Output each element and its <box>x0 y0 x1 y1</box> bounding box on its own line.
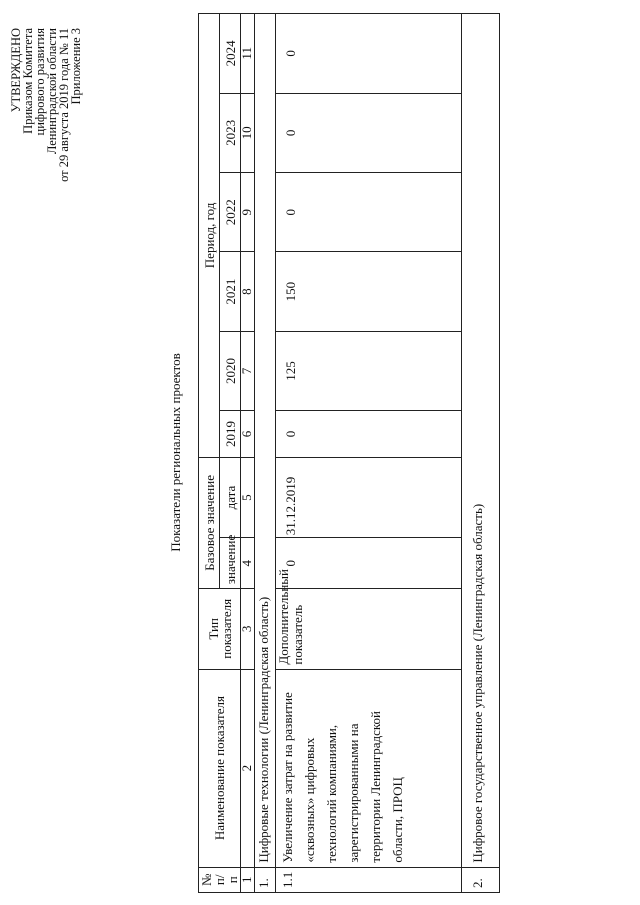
column-number: 11 <box>241 14 255 94</box>
indicators-table <box>198 13 500 893</box>
header-year: 2019 <box>220 411 241 458</box>
section-row <box>462 14 500 893</box>
header-period: Период, год <box>199 14 220 458</box>
row-value-2024: 0 <box>276 14 462 94</box>
header-year: 2024 <box>220 14 241 94</box>
section-title: Цифровое государственное управление (Ленинградская область) <box>462 14 500 868</box>
section-num: 1. <box>255 867 276 892</box>
row-base-date: 31.12.2019 <box>276 457 462 537</box>
table-row <box>276 14 462 893</box>
column-number: 6 <box>241 411 255 458</box>
column-number: 3 <box>241 589 255 669</box>
header-num: № п/п <box>199 867 241 892</box>
row-value-2019: 0 <box>276 411 462 458</box>
column-number: 8 <box>241 252 255 331</box>
header-year: 2023 <box>220 93 241 172</box>
column-number: 7 <box>241 331 255 410</box>
approval-line: Приказом Комитета <box>21 28 35 134</box>
approval-stamp <box>10 28 82 348</box>
column-number: 4 <box>241 538 255 589</box>
column-numbers-row <box>241 14 255 893</box>
header-base-value: значение <box>220 538 241 589</box>
approval-line: цифрового развития <box>33 28 47 136</box>
section-num: 2. <box>462 867 500 892</box>
header-base: Базовое значение <box>199 457 220 588</box>
header-year: 2022 <box>220 173 241 252</box>
header-year: 2021 <box>220 252 241 331</box>
row-value-2021: 150 <box>276 252 462 331</box>
row-value-2023: 0 <box>276 93 462 172</box>
column-number: 5 <box>241 457 255 537</box>
row-num: 1.1 <box>276 867 462 892</box>
row-base-value: 0 <box>276 538 462 589</box>
column-number: 2 <box>241 669 255 867</box>
approval-line: от 29 августа 2019 года № 11 <box>57 28 71 182</box>
row-value-2020: 125 <box>276 331 462 410</box>
approval-line: Ленинградской области <box>45 28 59 155</box>
header-year: 2020 <box>220 331 241 410</box>
header-name: Наименование показателя <box>199 669 241 867</box>
row-type: Дополнительный показатель <box>276 589 462 669</box>
approval-line: УТВЕРЖДЕНО <box>9 28 23 113</box>
row-value-2022: 0 <box>276 173 462 252</box>
column-number: 1 <box>241 867 255 892</box>
column-number: 9 <box>241 173 255 252</box>
column-number: 10 <box>241 93 255 172</box>
page-title: Показатели региональных проектов <box>168 353 183 552</box>
header-type: Тип показателя <box>199 589 241 669</box>
header-base-date: дата <box>220 457 241 537</box>
approval-line: Приложение 3 <box>69 28 83 105</box>
section-row <box>255 14 276 893</box>
section-title: Цифровые технологии (Ленинградская область) <box>255 14 276 868</box>
row-name: Увеличение затрат на развитие «сквозных» цифровых технологий компаниями, зарегистрированными на территории Ленинградской области, ПРОЦ <box>276 669 462 867</box>
